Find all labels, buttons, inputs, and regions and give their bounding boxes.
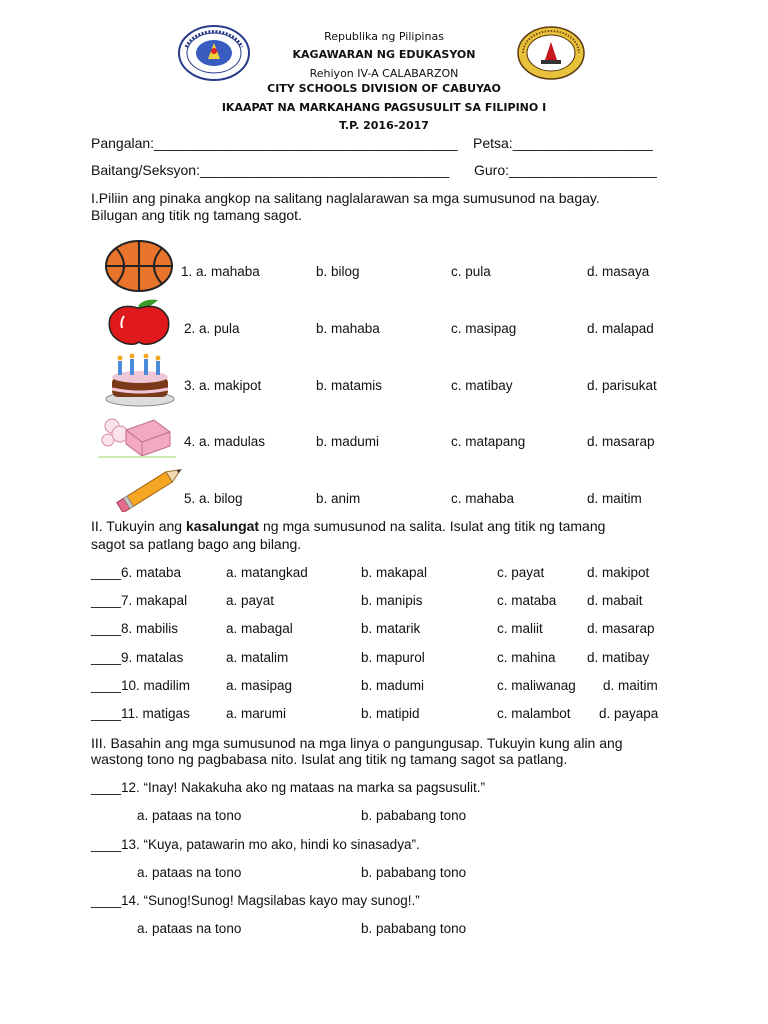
part2-item-11-option-c: c. malambot (497, 706, 571, 721)
soap-icon (98, 412, 176, 467)
part2-item-7-option-c: c. mataba (497, 593, 557, 608)
header-republic: Republika ng Pilipinas (324, 30, 444, 43)
part3-item-12-option-a: a. pataas na tono (137, 808, 242, 823)
part2-item-7-question[interactable]: ____7. makapal (91, 593, 188, 608)
part1-item-3-option-d: d. parisukat (587, 378, 657, 393)
part2-item-9-question[interactable]: ____9. matalas (91, 650, 184, 665)
part2-item-6-option-a: a. matangkad (226, 565, 308, 580)
part2-item-8-option-a: a. mabagal (226, 621, 293, 636)
part1-item-2-option-c: c. masipag (451, 321, 517, 336)
part1-item-1-option-b: b. bilog (316, 264, 360, 279)
part1-item-5-option-b: b. anim (316, 491, 361, 506)
part1-item-1-option-a: 1. a. mahaba (181, 264, 260, 279)
part1-item-5-option-d: d. maitim (587, 491, 642, 506)
part2-instruction-line1 (91, 518, 605, 534)
date-field-label[interactable]: Petsa:__________________ (473, 135, 653, 151)
part2-item-10-question[interactable]: ____10. madilim (91, 678, 191, 693)
part2-instruction-keyword: kasalungat (185, 518, 260, 534)
part2-item-10-option-b: b. madumi (361, 678, 425, 693)
header-exam-title: IKAAPAT NA MARKAHANG PAGSUSULIT SA FILIPINO I (221, 101, 547, 114)
apple-icon (104, 296, 174, 351)
part2-item-6-option-b: b. makapal (361, 565, 428, 580)
part2-item-6-option-c: c. payat (497, 565, 545, 580)
part3-item-13-question[interactable]: ____13. “Kuya, patawarin mo ako, hindi ko sinasadya”. (91, 837, 420, 852)
part2-item-8-option-c: c. maliit (497, 621, 543, 636)
name-field-label[interactable]: Pangalan:_______________________________________ (91, 135, 458, 151)
part3-item-12-option-b: b. pababang tono (361, 808, 467, 823)
part3-item-14-question[interactable]: ____14. “Sunog!Sunog! Magsilabas kayo may sunog!.” (91, 893, 420, 908)
part3-item-13-option-a: a. pataas na tono (137, 865, 242, 880)
part2-item-7-option-a: a. payat (226, 593, 275, 608)
part2-item-7-option-d: d. mabait (587, 593, 643, 608)
header-school-year: T.P. 2016-2017 (339, 119, 429, 132)
part2-item-9-option-d: d. matibay (587, 650, 650, 665)
part2-item-8-option-d: d. masarap (587, 621, 655, 636)
part2-item-9-option-c: c. mahina (497, 650, 556, 665)
part2-item-9-option-b: b. mapurol (361, 650, 425, 665)
part1-instruction-line1: I.Piliin ang pinaka angkop na salitang naglalarawan sa mga sumusunod na bagay. (91, 190, 600, 206)
part2-item-6-question[interactable]: ____6. mataba (91, 565, 182, 580)
part2-item-11-option-d: d. payapa (599, 706, 659, 721)
part1-item-4-option-d: d. masarap (587, 434, 655, 449)
part1-item-3-option-b: b. matamis (316, 378, 383, 393)
part2-item-11-option-b: b. matipid (361, 706, 420, 721)
header-division: CITY SCHOOLS DIVISION OF CABUYAO (267, 82, 501, 95)
part1-item-5-option-c: c. mahaba (451, 491, 515, 506)
part3-item-14-option-b: b. pababang tono (361, 921, 467, 936)
part2-instruction-text-a: II. Tukuyin ang (91, 518, 186, 534)
header-department: KAGAWARAN NG EDUKASYON (292, 48, 476, 61)
part1-item-3-option-a: 3. a. makipot (184, 378, 262, 393)
part2-item-8-option-b: b. matarik (361, 621, 421, 636)
part2-item-11-question[interactable]: ____11. matigas (91, 706, 190, 721)
part1-item-1-option-c: c. pula (451, 264, 491, 279)
part2-item-10-option-a: a. masipag (226, 678, 293, 693)
part1-item-5-option-a: 5. a. bilog (184, 491, 243, 506)
part2-item-9-option-a: a. matalim (226, 650, 289, 665)
part2-item-10-option-d: d. maitim (603, 678, 658, 693)
part1-item-3-option-c: c. matibay (451, 378, 513, 393)
part3-instruction-line2: wastong tono ng pagbabasa nito. Isulat ang titik ng tamang sagot sa patlang. (91, 751, 568, 767)
part1-item-4-option-a: 4. a. madulas (184, 434, 266, 449)
part2-instruction-text-c: ng mga sumusunod na salita. Isulat ang titik ng tamang (259, 518, 606, 534)
basketball-icon (104, 240, 174, 297)
part1-item-4-option-c: c. matapang (451, 434, 526, 449)
part1-item-1-option-d: d. masaya (587, 264, 650, 279)
part2-item-11-option-a: a. marumi (226, 706, 287, 721)
part2-instruction-line2: sagot sa patlang bago ang bilang. (91, 536, 302, 552)
part1-instruction-line2: Bilugan ang titik ng tamang sagot. (91, 207, 302, 223)
part3-item-12-question[interactable]: ____12. “Inay! Nakakuha ako ng mataas na marka sa pagsusulit.” (91, 780, 485, 795)
pencil-icon (112, 462, 194, 517)
header-region: Rehiyon IV-A CALABARZON (309, 67, 459, 80)
cake-icon (104, 353, 176, 412)
part1-item-2-option-d: d. malapad (587, 321, 654, 336)
part2-item-6-option-d: d. makipot (587, 565, 650, 580)
part2-item-10-option-c: c. maliwanag (497, 678, 576, 693)
grade-section-field-label[interactable]: Baitang/Seksyon:________________________________ (91, 162, 450, 178)
part2-item-8-question[interactable]: ____8. mabilis (91, 621, 179, 636)
part3-item-14-option-a: a. pataas na tono (137, 921, 242, 936)
part2-item-7-option-b: b. manipis (361, 593, 423, 608)
part1-item-2-option-b: b. mahaba (316, 321, 380, 336)
part3-item-13-option-b: b. pababang tono (361, 865, 467, 880)
teacher-field-label[interactable]: Guro:___________________ (474, 162, 657, 178)
part1-item-4-option-b: b. madumi (316, 434, 380, 449)
part1-item-2-option-a: 2. a. pula (184, 321, 240, 336)
part3-instruction-line1: III. Basahin ang mga sumusunod na mga linya o pangungusap. Tukuyin kung alin ang (91, 735, 623, 751)
